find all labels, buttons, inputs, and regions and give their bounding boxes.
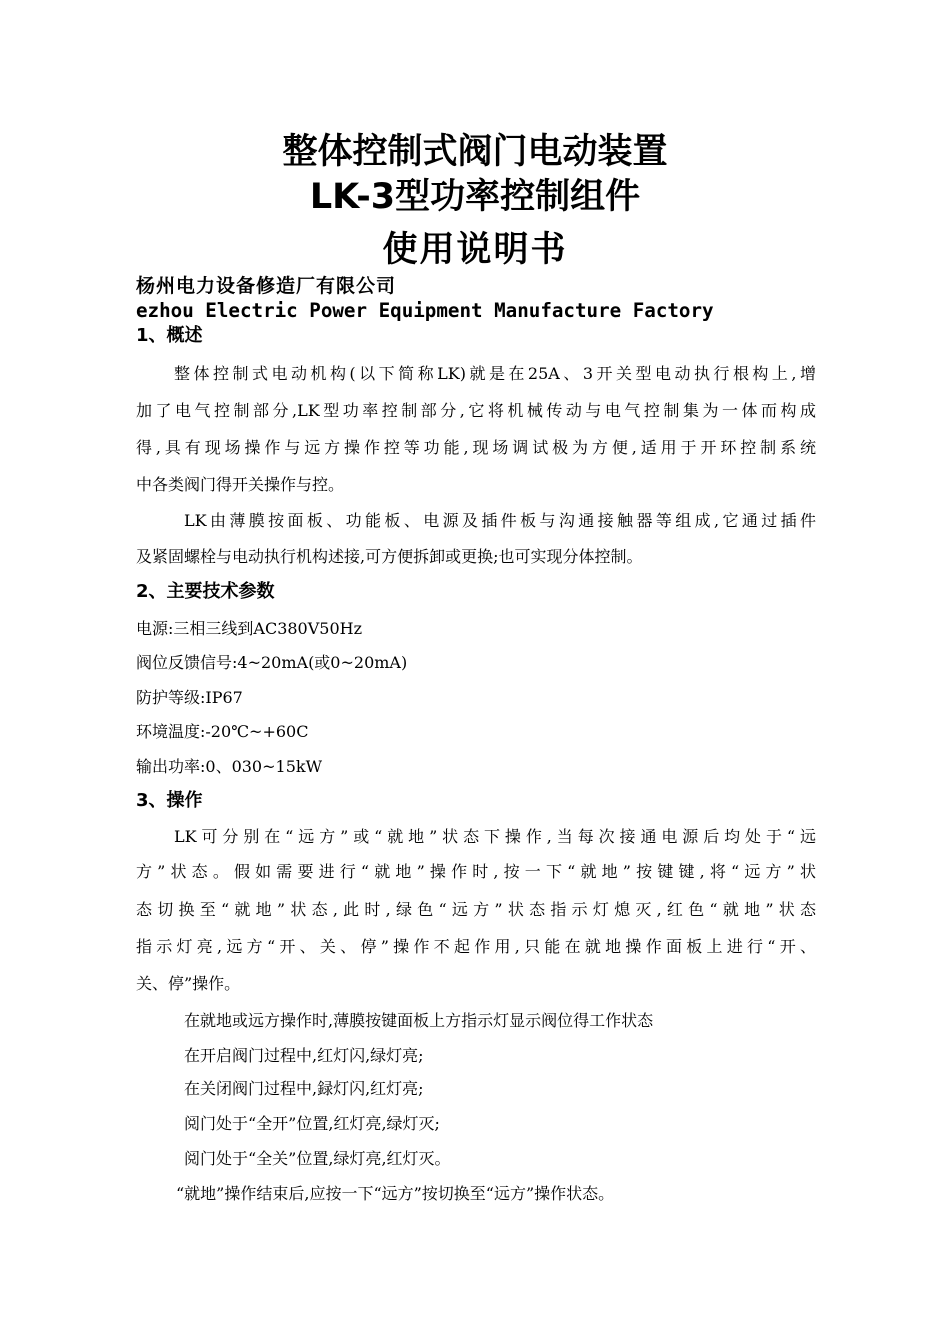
section3-heading: 3、操作 [136, 790, 203, 811]
section1-para1-line: 整体控制式电动机构(以下简称LK)就是在25A、3开关型电动执行根构上,增 [174, 364, 816, 383]
section2-heading: 2、主要技术参数 [136, 581, 275, 602]
section3-para1-line: LK可分别在“远方”或“就地”状态下操作,当每次接通电源后均处于“远 [174, 827, 816, 846]
indicator-item: 在就地或远方操作时,薄膜按键面板上方指示灯显示阀位得工作状态 [184, 1011, 654, 1030]
indicator-item: 阅门处于“全开”位置,红灯亮,绿灯灭; [184, 1114, 440, 1133]
param-output-power: 输出功率:0、030~15kW [136, 757, 323, 776]
section1-heading: 1、概述 [136, 325, 203, 346]
section1-para2-line: LK由薄膜按面板、功能板、电源及插件板与沟通接触器等组成,它通过插件 [184, 511, 816, 530]
doc-title-line3: 使用说明书 [382, 230, 568, 270]
company-name-cn: 杨州电力设备修造厂有限公司 [136, 275, 397, 297]
section3-para1-line: 关、停”操作。 [136, 974, 241, 993]
section1-para2-line: 及紧固螺栓与电动执行机构述接,可方便拆卸或更换;也可实现分体控制。 [136, 547, 643, 566]
param-ambient-temperature: 环境温度:-20℃~+60C [136, 722, 309, 741]
section3-para1-line: 指示灯亮,远方“开、关、停”操作不起作用,只能在就地操作面板上进行“开、 [136, 937, 816, 956]
param-feedback-signal: 阀位反馈信号:4~20mA(或0~20mA) [136, 653, 408, 672]
section3-final-note: “就地”操作结束后,应按一下“远方”按切换至“远方”操作状态。 [176, 1184, 615, 1203]
section1-para1-line: 加了电气控制部分,LK型功率控制部分,它将机械传动与电气控制集为一体而构成 [136, 401, 816, 420]
param-protection-class: 防护等级:IP67 [136, 688, 243, 707]
company-name-en: ezhou Electric Power Equipment Manufacture Factory [136, 299, 714, 322]
indicator-item: 在开启阀门过程中,红灯闪,绿灯亮; [184, 1046, 424, 1065]
section3-para1-line: 态切换至“就地”状态,此时,绿色“远方”状态指示灯熄灭,红色“就地”状态 [136, 900, 816, 919]
indicator-item: 阅门处于“全关”位置,绿灯亮,红灯灭。 [184, 1149, 451, 1168]
section1-para1-line: 中各类阀门得开关操作与控。 [136, 475, 345, 494]
section3-para1-line: 方”状态。假如需要进行“就地”操作时,按一下“就地”按键键,将“远方”状 [136, 862, 816, 881]
doc-title-line1: 整体控制式阀门电动装置 [282, 132, 668, 172]
param-power-supply: 电源:三相三线到AC380V50Hz [136, 619, 363, 638]
doc-title-line2: LK-3型功率控制组件 [309, 177, 641, 217]
indicator-item: 在关闭阀门过程中,録灯闪,红灯亮; [184, 1079, 424, 1098]
section1-para1-line: 得,具有现场操作与远方操作控等功能,现场调试极为方便,适用于开环控制系统 [136, 438, 816, 457]
